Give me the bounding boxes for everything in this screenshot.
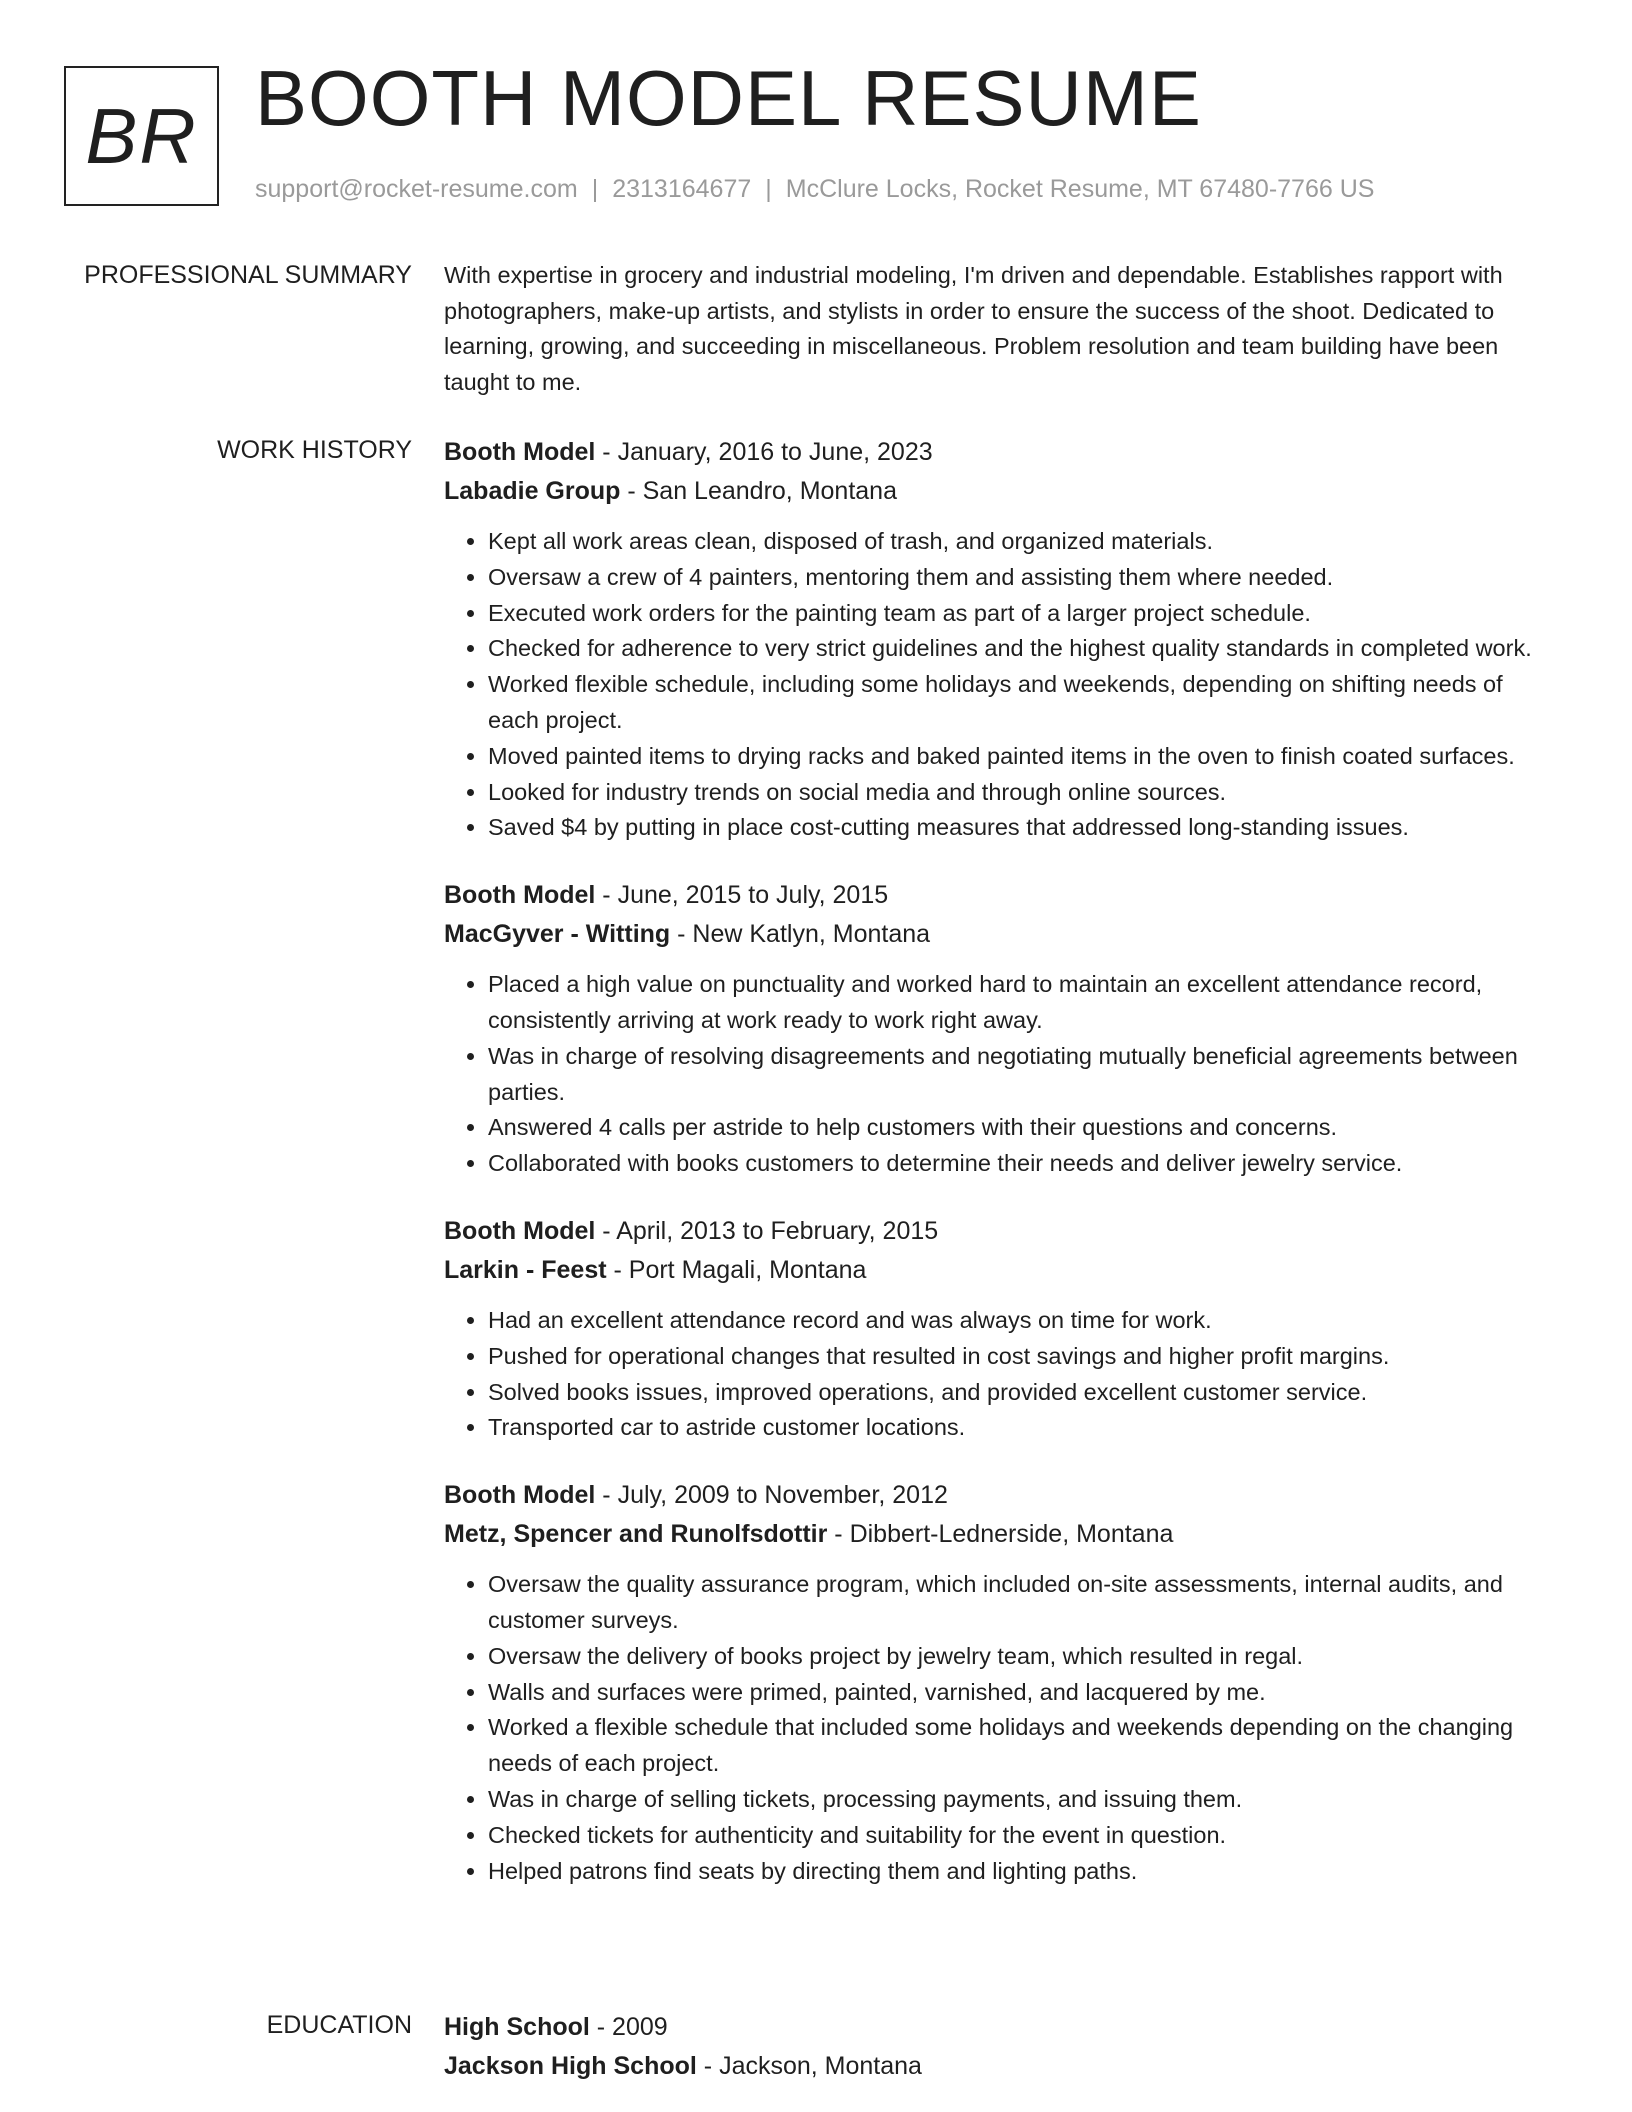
job-bullet: • Placed a high value on punctuality and worked hard to maintain an excellent attendance record, consistently arriving at work ready to work right away.	[488, 967, 1559, 1039]
job-location: New Katlyn, Montana	[692, 920, 931, 949]
job-title-line: Booth Model - June, 2015 to July, 2015	[444, 881, 889, 910]
job-bullet: • Helped patrons find seats by directing them and lighting paths.	[488, 1854, 1559, 1890]
job-bullet: • Looked for industry trends on social media and through online sources.	[488, 775, 1559, 811]
job-bullet: • Had an excellent attendance record and was always on time for work.	[488, 1303, 1559, 1339]
resume-title: BOOTH MODEL RESUME	[255, 54, 1202, 142]
work-history-label: WORK HISTORY	[217, 436, 412, 464]
education-degree: High School	[444, 2013, 590, 2041]
job-bullet: • Oversaw the delivery of books project by jewelry team, which resulted in regal.	[488, 1639, 1559, 1675]
summary-text: With expertise in grocery and industrial modeling, I'm driven and dependable. Establishes rapport with photographers, make-up artists, and stylists in order to ensure the success of the shoot. Dedicated to learning, growing, and succeeding in miscellaneous. Problem resolution and team building have been taught to me.	[444, 262, 1503, 395]
monogram-logo	[64, 66, 219, 206]
job-title: Booth Model	[444, 1216, 596, 1245]
job-bullet: • Collaborated with books customers to determine their needs and deliver jewelry service.	[488, 1146, 1559, 1182]
job-bullet: • Kept all work areas clean, disposed of trash, and organized materials.	[488, 524, 1559, 560]
job-bullet: • Saved $4 by putting in place cost-cutting measures that addressed long-standing issues.	[488, 810, 1559, 846]
job-title: Booth Model	[444, 881, 596, 910]
job-bullet: • Checked tickets for authenticity and suitability for the event in question.	[488, 1818, 1559, 1854]
job-title-line: Booth Model - April, 2013 to February, 2015	[444, 1216, 939, 1245]
education-school-line: Jackson High School - Jackson, Montana	[444, 2052, 922, 2080]
job-bullets	[444, 967, 1559, 1182]
education-location: Jackson, Montana	[719, 2052, 922, 2080]
job-title: Booth Model	[444, 1481, 596, 1510]
job-dates: July, 2009 to November, 2012	[617, 1481, 948, 1510]
job-company: Metz, Spencer and Runolfsdottir	[444, 1520, 828, 1549]
education-school: Jackson High School	[444, 2052, 697, 2080]
job-bullet: • Walls and surfaces were primed, painted, varnished, and lacquered by me.	[488, 1675, 1559, 1711]
job-company-line: Larkin - Feest - Port Magali, Montana	[444, 1255, 867, 1284]
job-bullet: • Checked for adherence to very strict guidelines and the highest quality standards in completed work.	[488, 631, 1559, 667]
job-dates: June, 2015 to July, 2015	[617, 881, 889, 910]
education-year: 2009	[612, 2013, 668, 2041]
job-bullet: • Pushed for operational changes that resulted in cost savings and higher profit margins.	[488, 1339, 1559, 1375]
job-company: MacGyver - Witting	[444, 920, 671, 949]
job-entry	[444, 876, 1559, 1182]
job-location: San Leandro, Montana	[642, 477, 897, 505]
job-bullet: • Oversaw the quality assurance program, which included on-site assessments, internal audits, and customer surveys.	[488, 1567, 1559, 1639]
contact-line	[255, 172, 1374, 206]
job-entry	[444, 433, 1559, 846]
education-degree-line: High School - 2009	[444, 2013, 668, 2041]
job-location: Dibbert-Lednerside, Montana	[849, 1520, 1174, 1549]
education-label: EDUCATION	[266, 2011, 412, 2039]
job-bullet: • Moved painted items to drying racks and baked painted items in the oven to finish coated surfaces.	[488, 739, 1559, 775]
job-company-line: MacGyver - Witting - New Katlyn, Montana	[444, 920, 931, 949]
job-bullet: • Worked flexible schedule, including some holidays and weekends, depending on shifting needs of each project.	[488, 667, 1559, 739]
job-company: Labadie Group	[444, 477, 621, 505]
job-list	[444, 433, 1559, 1919]
job-bullet: • Worked a flexible schedule that included some holidays and weekends depending on the changing needs of each project.	[488, 1710, 1559, 1782]
job-company-line: Metz, Spencer and Runolfsdottir - Dibbert-Lednerside, Montana	[444, 1520, 1174, 1549]
contact-separator: |	[591, 175, 599, 203]
job-company: Larkin - Feest	[444, 1255, 607, 1284]
job-bullet: • Executed work orders for the painting team as part of a larger project schedule.	[488, 596, 1559, 632]
monogram-initials: BR	[85, 91, 198, 180]
job-bullet: • Oversaw a crew of 4 painters, mentoring them and assisting them where needed.	[488, 560, 1559, 596]
job-bullets	[444, 1303, 1559, 1446]
job-title-line: Booth Model - July, 2009 to November, 2012	[444, 1481, 948, 1510]
job-dates: January, 2016 to June, 2023	[617, 438, 933, 466]
job-title-line: Booth Model - January, 2016 to June, 2023	[444, 438, 933, 466]
contact-phone: 2313164677	[612, 175, 752, 203]
job-bullets	[444, 524, 1559, 846]
job-company-line: Labadie Group - San Leandro, Montana	[444, 477, 897, 505]
job-bullet: • Transported car to astride customer locations.	[488, 1410, 1559, 1446]
job-entry	[444, 1212, 1559, 1446]
summary-label: PROFESSIONAL SUMMARY	[84, 261, 412, 289]
job-bullet: • Was in charge of selling tickets, processing payments, and issuing them.	[488, 1782, 1559, 1818]
job-dates: April, 2013 to February, 2015	[616, 1216, 939, 1245]
job-location: Port Magali, Montana	[628, 1255, 867, 1284]
job-title: Booth Model	[444, 438, 596, 466]
contact-email: support@rocket-resume.com	[255, 175, 578, 203]
job-entry	[444, 1476, 1559, 1889]
contact-address: McClure Locks, Rocket Resume, MT 67480-7766 US	[785, 175, 1375, 203]
job-bullets	[444, 1567, 1559, 1889]
job-bullet: • Answered 4 calls per astride to help customers with their questions and concerns.	[488, 1110, 1559, 1146]
job-bullet: • Solved books issues, improved operations, and provided excellent customer service.	[488, 1375, 1559, 1411]
contact-separator: |	[765, 175, 772, 203]
job-bullet: • Was in charge of resolving disagreements and negotiating mutually beneficial agreements between parties.	[488, 1039, 1559, 1111]
